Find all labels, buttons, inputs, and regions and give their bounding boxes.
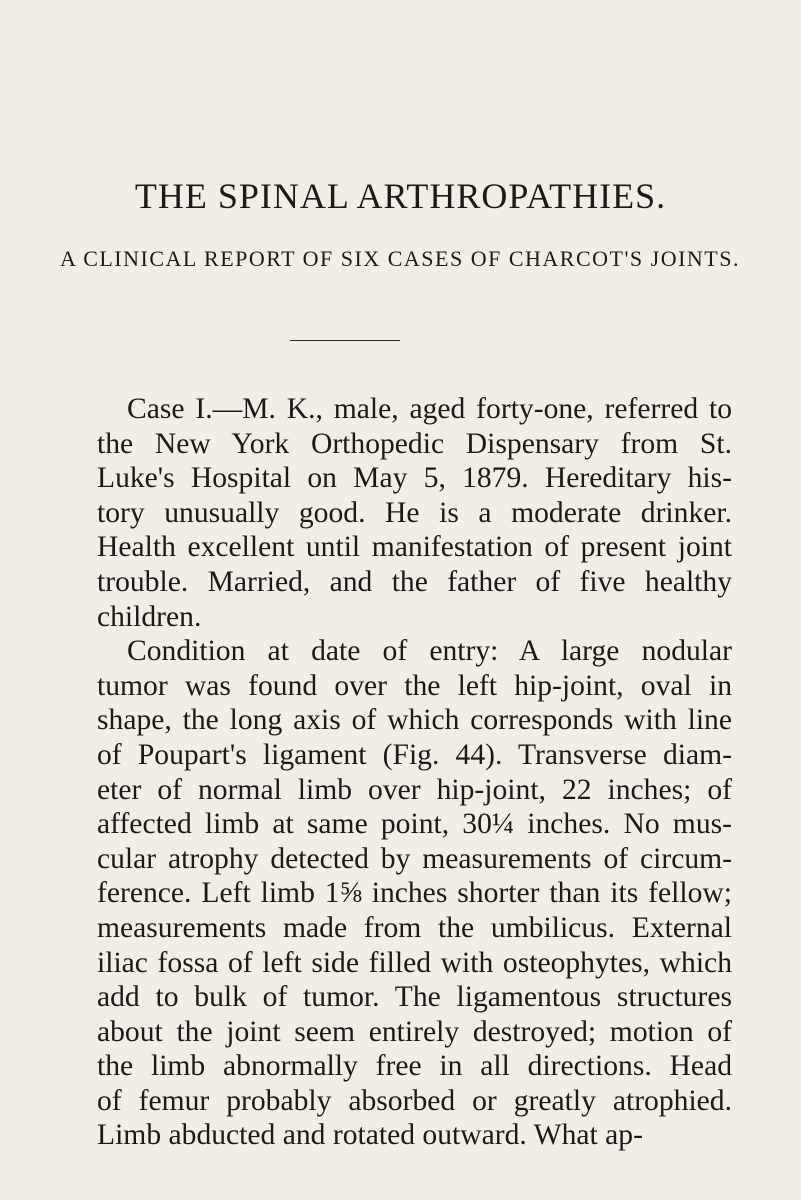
text-line: the New York Orthopedic Dispensary from St. (97, 427, 732, 460)
page-title: THE SPINAL ARTHROPATHIES. (134, 176, 667, 216)
body-text (97, 392, 732, 1153)
text-line: shape, the long axis of which corresponds with line (97, 704, 732, 737)
text-line: of femur probably absorbed or greatly atrophied. (97, 1084, 732, 1117)
text-line: cular atrophy detected by measurements of circum- (97, 842, 732, 875)
text-line: ference. Left limb 1⅝ inches shorter than its fellow; (97, 877, 732, 910)
text-line: of Poupart's ligament (Fig. 44). Transverse diam- (97, 738, 732, 771)
text-line: about the joint seem entirely destroyed; motion of (97, 1015, 732, 1048)
text-line: the limb abnormally free in all directions. Head (97, 1050, 732, 1083)
chapter-subtitle: A CLINICAL REPORT OF SIX CASES OF CHARCOT'S JOINTS. (60, 246, 740, 271)
text-line: Condition at date of entry: A large nodular (127, 635, 732, 668)
text-line: Health excellent until manifestation of present joint (97, 531, 732, 564)
text-line: Case I.—M. K., male, aged forty-one, referred to (127, 393, 732, 425)
text-line: measurements made from the umbilicus. External (97, 911, 732, 944)
text-line: eter of normal limb over hip-joint, 22 inches; of (97, 773, 732, 806)
text-line: iliac fossa of left side filled with osteophytes, which (97, 946, 732, 979)
text-line: trouble. Married, and the father of five healthy (97, 565, 732, 598)
text-line: Luke's Hospital on May 5, 1879. Hereditary his- (97, 462, 732, 495)
text-line: tumor was found over the left hip-joint, oval in (97, 669, 732, 702)
text-line: children. (97, 600, 202, 633)
text-line: tory unusually good. He is a moderate drinker. (97, 496, 732, 529)
text-line: affected limb at same point, 30¼ inches. No mus- (97, 808, 732, 841)
divider-rule (290, 340, 400, 341)
text-line: Limb abducted and rotated outward. What ap- (97, 1119, 643, 1152)
text-line: add to bulk of tumor. The ligamentous structures (97, 981, 732, 1014)
